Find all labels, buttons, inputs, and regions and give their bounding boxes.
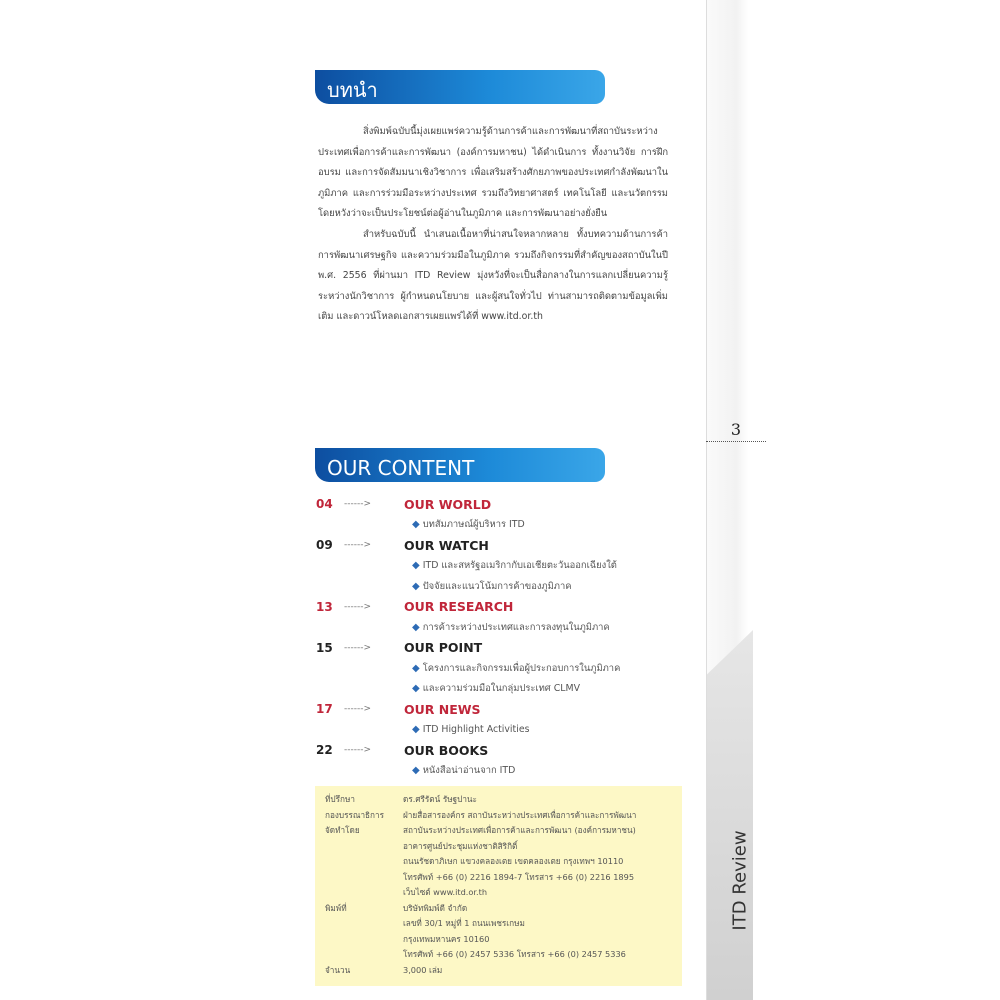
toc-entry[interactable] [316,494,686,515]
colophon-value: สถาบันระหว่างประเทศเพื่อการค้าและการพัฒนา (องค์การมหาชน) [403,825,636,835]
bullet-icon: ◆ [412,662,420,674]
toc-subitem [316,679,686,700]
colophon-row [325,839,682,855]
colophon-label: พิมพ์ที่ [325,902,347,913]
colophon-value: ฝ่ายสื่อสารองค์กร สถาบันระหว่างประเทศเพื่อการค้าและการพัฒนา [403,809,637,820]
colophon-label: จัดทำโดย [325,825,360,835]
bullet-icon: ◆ [412,560,420,572]
toc-subitem-text: การค้าระหว่างประเทศและการลงทุนในภูมิภาค [422,621,610,633]
colophon-label [325,885,403,901]
colophon-row [325,870,682,886]
toc-subitem [316,556,686,577]
colophon-row [325,932,682,948]
colophon-row [325,823,682,839]
colophon-label [325,932,403,948]
colophon-value: อาคารศูนย์ประชุมแห่งชาติสิริกิติ์ [403,840,518,851]
bullet-icon: ◆ [412,765,420,777]
colophon-label: จำนวน [325,964,351,975]
colophon-row [325,854,682,870]
arrow-icon: ------> [344,704,372,715]
colophon-value: เว็บไซต์ www.itd.or.th [403,887,488,897]
colophon-label: กองบรรณาธิการ [325,809,385,820]
intro-header: บทนำ [315,70,605,104]
toc-subitem [316,576,686,597]
colophon-value: บริษัทพิมพ์ดี จำกัด [403,902,468,913]
toc-page: 04 [316,497,333,512]
colophon-box [315,786,682,986]
intro-text [318,122,668,328]
colophon-value: ถนนรัชดาภิเษก แขวงคลองเตย เขตคลองเตย กรุงเทพฯ 10110 [403,856,624,866]
colophon-row [325,963,682,979]
arrow-icon: ------> [344,642,372,653]
toc-entry[interactable] [316,638,686,659]
table-of-contents [316,494,686,781]
colophon-value: 3,000 เล่ม [403,964,443,975]
colophon-row [325,792,682,808]
arrow-icon: ------> [344,745,372,756]
toc-subitem-text: หนังสือน่าอ่านจาก ITD [422,765,516,777]
contents-header: OUR CONTENT [315,448,605,482]
bullet-icon: ◆ [412,580,420,592]
toc-subitem [316,761,686,782]
colophon-value: กรุงเทพมหานคร 10160 [403,933,490,944]
colophon-row [325,885,682,901]
toc-page: 09 [316,538,333,553]
toc-section: OUR NEWS [404,701,481,717]
arrow-icon: ------> [344,499,372,510]
grey-corner-decoration [707,630,753,1000]
toc-section: OUR POINT [404,640,483,656]
colophon-value: ดร.ศรีรัตน์ รัษฐปานะ [403,794,477,804]
toc-section: OUR WATCH [404,537,489,553]
toc-page: 22 [316,743,333,758]
bullet-icon: ◆ [412,519,420,531]
colophon-value: เลขที่ 30/1 หมู่ที่ 1 ถนนเพชรเกษม [403,918,525,928]
bullet-icon: ◆ [412,683,420,695]
toc-page: 13 [316,599,333,614]
colophon-label [325,916,403,932]
publication-title: ITD Review [729,830,751,931]
colophon-row [325,947,682,963]
toc-page: 17 [316,702,333,717]
toc-section: OUR BOOKS [404,742,489,758]
bullet-icon: ◆ [412,724,420,736]
toc-entry[interactable] [316,740,686,761]
colophon-label [325,839,403,855]
arrow-icon: ------> [344,540,372,551]
toc-subitem-text: ITD Highlight Activities [422,724,530,736]
toc-subitem [316,515,686,536]
toc-subitem-text: โครงการและกิจกรรมเพื่อผู้ประกอบการในภูมิภาค [422,662,621,674]
colophon-label [325,870,403,886]
toc-subitem-text: บทสัมภาษณ์ผู้บริหาร ITD [422,519,525,531]
bullet-icon: ◆ [412,621,420,633]
toc-section: OUR WORLD [404,496,492,512]
toc-subitem [316,617,686,638]
colophon-row [325,901,682,917]
colophon-row [325,916,682,932]
toc-entry[interactable] [316,597,686,618]
toc-subitem [316,720,686,741]
toc-subitem [316,658,686,679]
toc-subitem-text: และความร่วมมือในกลุ่มประเทศ CLMV [422,683,580,695]
intro-paragraph: สิ่งพิมพ์ฉบับนี้มุ่งเผยแพร่ความรู้ด้านการค้าและการพัฒนาที่สถาบันระหว่างประเทศเพื่อการค้าและการพัฒนา (องค์การมหาชน) ได้ดำเนินการ ทั้งงานวิจัย การฝึกอบรม และการจัดสัมมนาเชิงวิชาการ เพื่อเสริมสร้างศักยภาพของประเทศกำลังพัฒนาในภูมิภาค และการร่วมมือระหว่างประเทศ รวมถึงวิทยาศาสตร์ เทคโนโลยี และนวัตกรรม โดยหวังว่าจะเป็นประโยชน์ต่อผู้อ่านในภูมิภาค และการพัฒนาอย่างยั่งยืน [318,126,668,220]
toc-entry[interactable] [316,699,686,720]
page-number: 3 [706,420,766,442]
colophon-row [325,808,682,824]
toc-section: OUR RESEARCH [404,599,514,615]
colophon-value: โทรศัพท์ +66 (0) 2457 5336 โทรสาร +66 (0) 2457 5336 [403,949,626,959]
colophon-value: โทรศัพท์ +66 (0) 2216 1894-7 โทรสาร +66 (0) 2216 1895 [403,871,635,882]
toc-entry[interactable] [316,535,686,556]
toc-subitem-text: ITD และสหรัฐอเมริกากับเอเชียตะวันออกเฉียงใต้ [422,560,617,572]
toc-subitem-text: ปัจจัยและแนวโน้มการค้าของภูมิภาค [422,580,572,592]
colophon-label [325,854,403,870]
arrow-icon: ------> [344,601,372,612]
intro-paragraph: สำหรับฉบับนี้ นำเสนอเนื้อหาที่น่าสนใจหลากหลาย ทั้งบทความด้านการค้า การพัฒนาเศรษฐกิจ และความร่วมมือในภูมิภาค รวมถึงกิจกรรมที่สำคัญของสถาบันในปี พ.ศ. 2556 ที่ผ่านมา ITD Review มุ่งหวังที่จะเป็นสื่อกลางในการแลกเปลี่ยนความรู้ ระหว่างนักวิชาการ ผู้กำหนดนโยบาย และผู้สนใจทั่วไป ท่านสามารถติดตามข้อมูลเพิ่มเติม และดาวน์โหลดเอกสารเผยแพร่ได้ที่ www.itd.or.th [318,228,668,323]
colophon-label: ที่ปรึกษา [325,794,355,804]
colophon-label [325,947,403,963]
toc-page: 15 [316,640,333,655]
